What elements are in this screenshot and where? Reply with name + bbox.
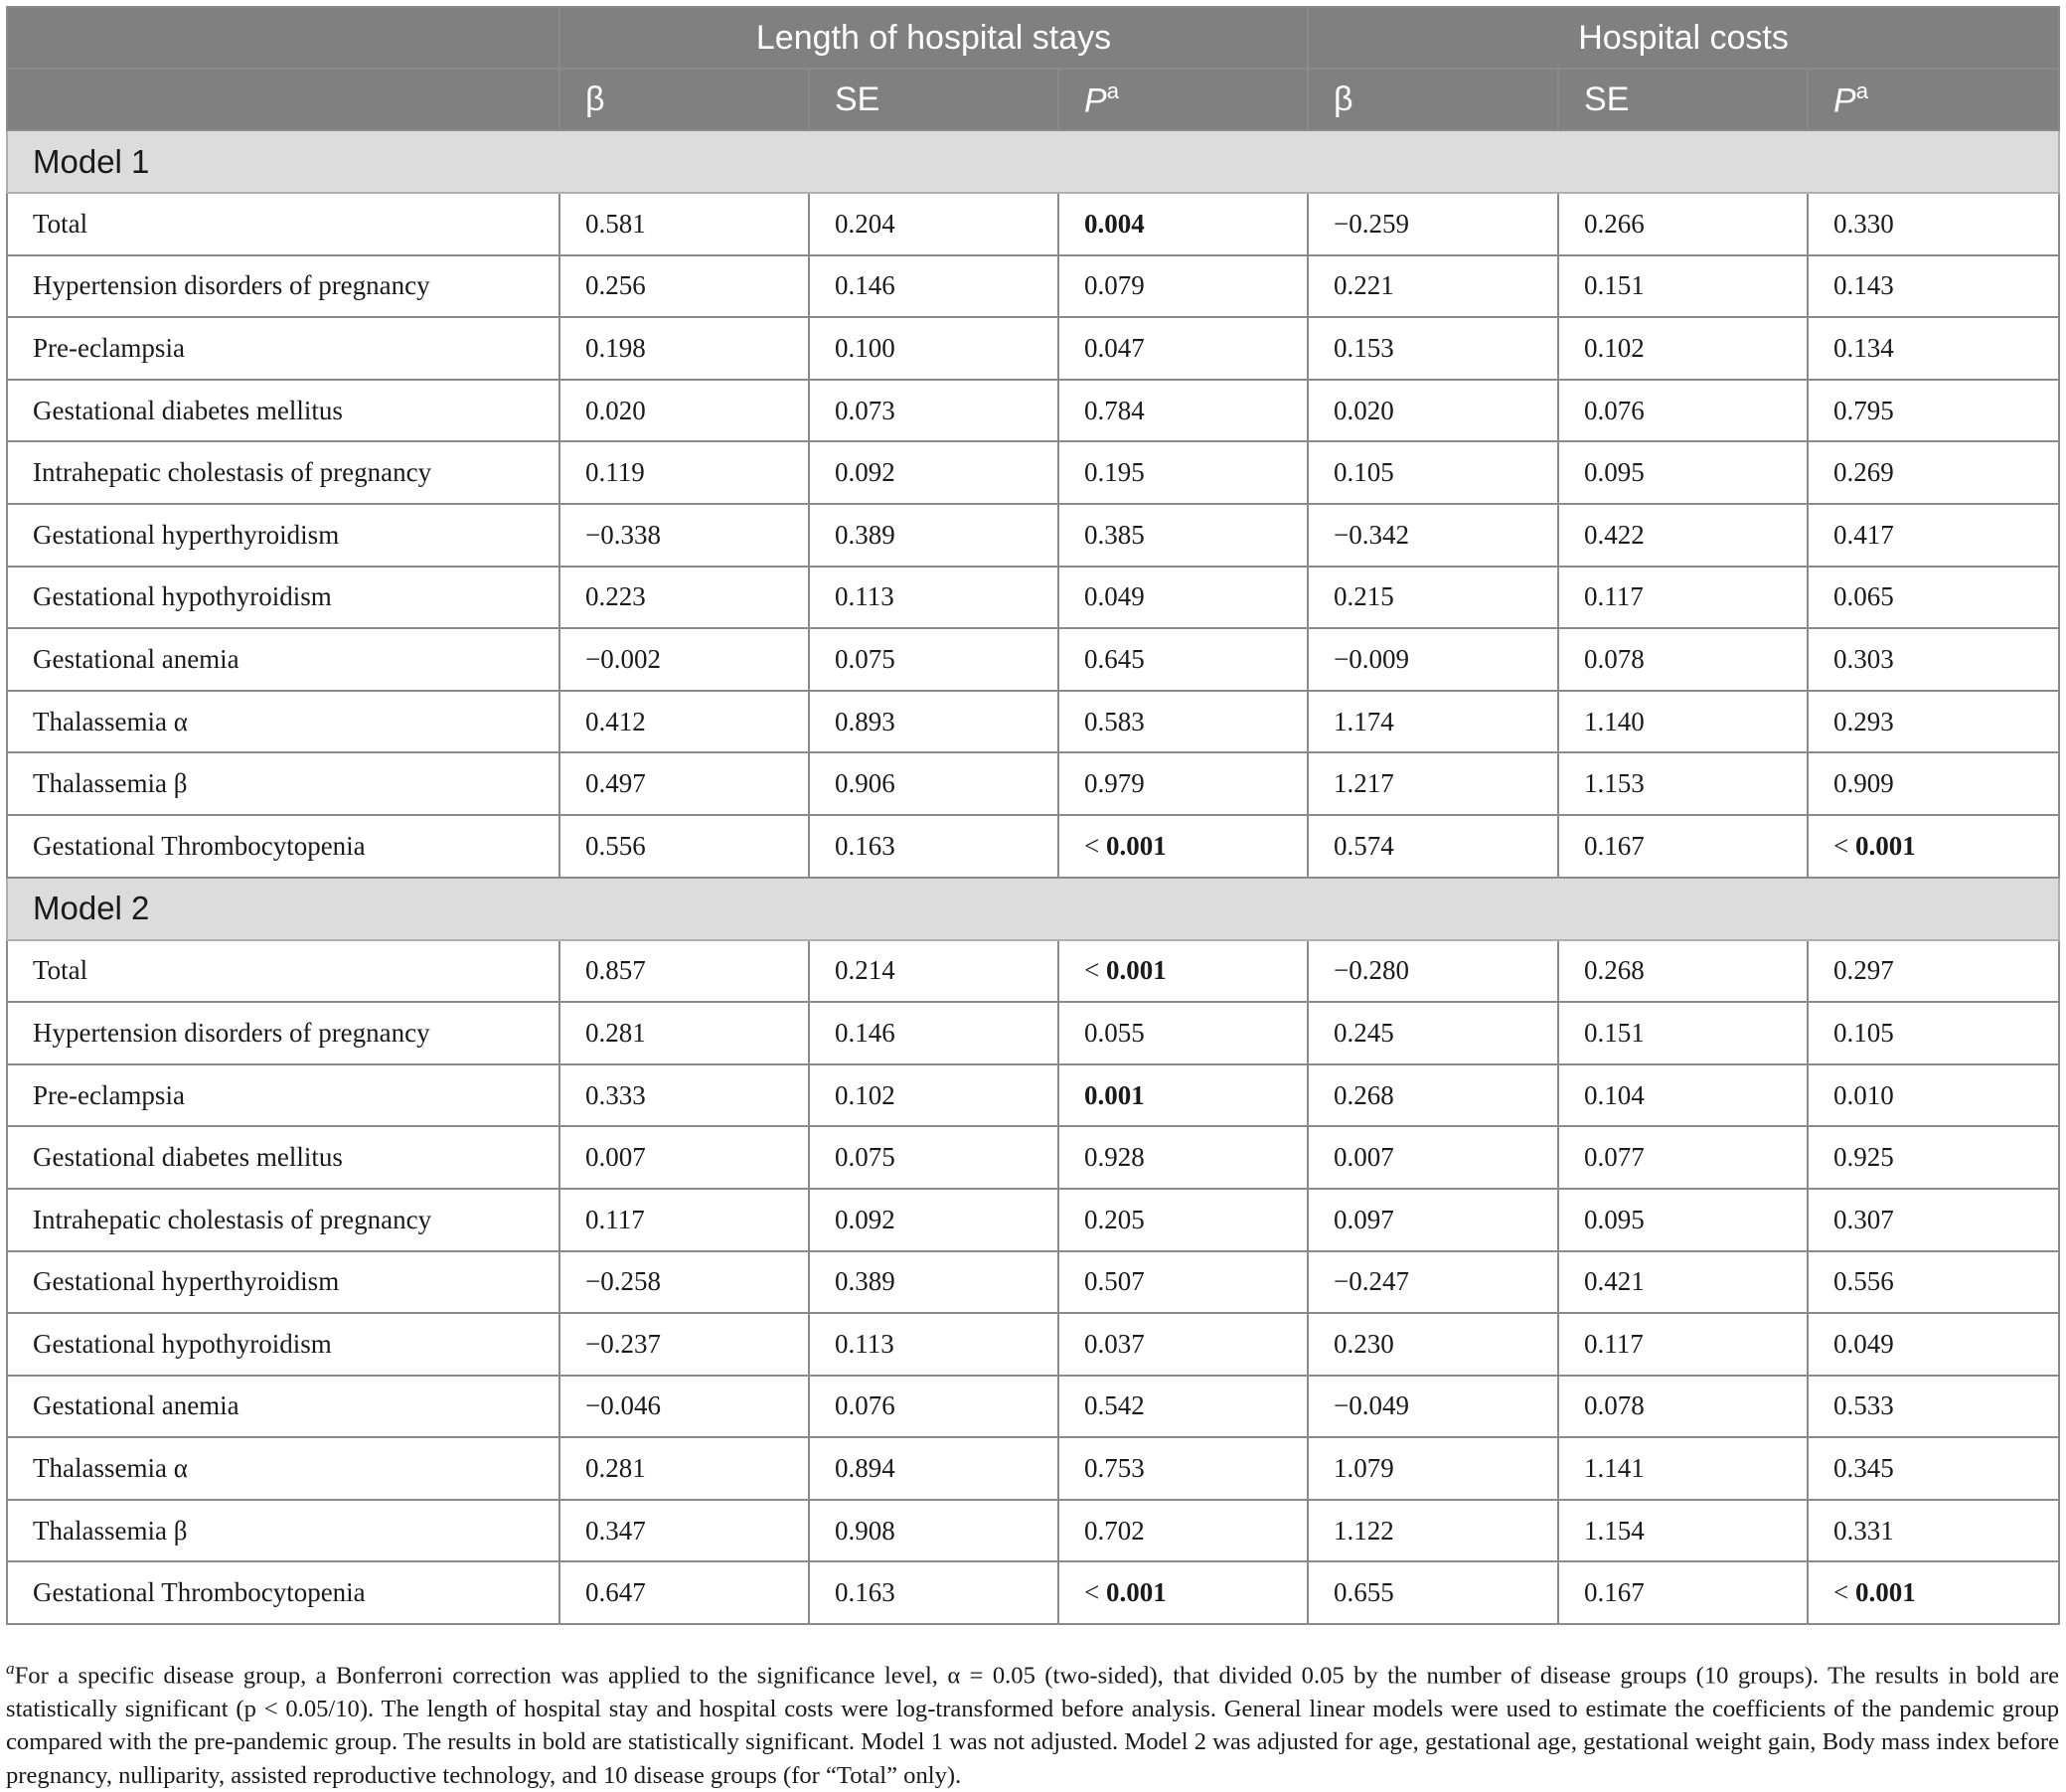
table-row: [7, 1313, 2059, 1376]
table-cell: 0.078: [1558, 628, 1808, 691]
table-cell: 0.204: [809, 193, 1058, 255]
table-cell: 0.205: [1058, 1189, 1308, 1251]
table-cell: 0.753: [1058, 1437, 1308, 1500]
row-label: Gestational diabetes mellitus: [7, 380, 559, 442]
table-cell: 0.330: [1808, 193, 2059, 255]
row-label: Total: [7, 940, 559, 1003]
table-cell: 0.581: [559, 193, 809, 255]
table-cell: 0.010: [1808, 1064, 2059, 1127]
row-label: Thalassemia β: [7, 1500, 559, 1562]
table-cell: 0.556: [1808, 1251, 2059, 1314]
table-cell: 0.331: [1808, 1500, 2059, 1562]
table-cell: 0.049: [1058, 567, 1308, 629]
table-cell: 0.037: [1058, 1313, 1308, 1376]
table-cell: −0.258: [559, 1251, 809, 1314]
table-cell: 0.102: [1558, 317, 1808, 380]
table-cell: 0.105: [1308, 441, 1558, 504]
table-cell: 0.151: [1558, 255, 1808, 318]
table-cell: 0.134: [1808, 317, 2059, 380]
table-cell: 0.389: [809, 1251, 1058, 1314]
table-header: [7, 7, 2059, 130]
table-cell: 0.104: [1558, 1064, 1808, 1127]
table-cell: −0.009: [1308, 628, 1558, 691]
table-cell: 0.113: [809, 567, 1058, 629]
table-cell: 0.143: [1808, 255, 2059, 318]
table-cell: 0.102: [809, 1064, 1058, 1127]
header-group-length-of-stay: Length of hospital stays: [559, 7, 1308, 69]
column-header-se: SE: [809, 69, 1058, 130]
section-row: [7, 878, 2059, 940]
table-cell: 0.077: [1558, 1126, 1808, 1189]
table-cell: 0.092: [809, 1189, 1058, 1251]
table-cell: 0.105: [1808, 1002, 2059, 1064]
table-cell: 0.167: [1558, 1561, 1808, 1624]
table-cell: 0.004: [1058, 193, 1308, 255]
table-cell: 0.389: [809, 504, 1058, 567]
table-cell: 0.893: [809, 691, 1058, 753]
row-label: Thalassemia α: [7, 691, 559, 753]
table-cell: 0.417: [1808, 504, 2059, 567]
table-cell: 0.095: [1558, 1189, 1808, 1251]
p-value: 0.001: [1105, 830, 1167, 861]
table-cell: 0.075: [809, 628, 1058, 691]
table-cell: 0.195: [1058, 441, 1308, 504]
table-row: [7, 380, 2059, 442]
less-than-sign: <: [1084, 830, 1106, 861]
table-cell: 0.293: [1808, 691, 2059, 753]
header-empty-cell: [7, 69, 559, 130]
table-cell: 0.268: [1558, 940, 1808, 1003]
less-than-sign: <: [1833, 830, 1856, 861]
column-header-se: SE: [1558, 69, 1808, 130]
table-row: [7, 1437, 2059, 1500]
table-cell: −0.259: [1308, 193, 1558, 255]
table-cell: 0.230: [1308, 1313, 1558, 1376]
footnote-text: For a specific disease group, a Bonferroni correction was applied to the significance level, α = 0.05 (two-sided), that divided 0.05 by the number of disease groups (10 groups). The results in bold are statistically significant (p < 0.05/10). The length of hospital stay and hospital costs were log-transformed before analysis. General linear models were used to estimate the coefficients of the pandemic group compared with the pre-pandemic group. The results in bold are statistically significant. Model 1 was not adjusted. Model 2 was adjusted for age, gestational age, gestational weight gain, Body mass index before pregnancy, nulliparity, assisted reproductive technology, and 10 disease groups (for “Total” only).: [6, 1662, 2059, 1789]
table-cell: 0.245: [1308, 1002, 1558, 1064]
table-cell: 0.647: [559, 1561, 809, 1624]
header-group-hospital-costs: Hospital costs: [1308, 7, 2059, 69]
table-row: [7, 1251, 2059, 1314]
results-table: [6, 6, 2060, 1625]
p-superscript: a: [1106, 78, 1119, 103]
table-cell: 0.146: [809, 255, 1058, 318]
table-cell: −0.338: [559, 504, 809, 567]
column-header-p: $P^a$: [1058, 69, 1308, 130]
table-cell: 0.100: [809, 317, 1058, 380]
row-label: Intrahepatic cholestasis of pregnancy: [7, 1189, 559, 1251]
table-cell: 0.167: [1558, 815, 1808, 878]
table-cell: 0.795: [1808, 380, 2059, 442]
table-cell: 0.076: [809, 1376, 1058, 1438]
table-cell: 0.281: [559, 1002, 809, 1064]
table-cell: 0.095: [1558, 441, 1808, 504]
table-cell: 0.215: [1308, 567, 1558, 629]
table-cell: 0.079: [1058, 255, 1308, 318]
table-row: [7, 628, 2059, 691]
table-cell: −0.049: [1308, 1376, 1558, 1438]
table-cell: 0.146: [809, 1002, 1058, 1064]
table-cell: 0.928: [1058, 1126, 1308, 1189]
table-cell: 0.256: [559, 255, 809, 318]
table-row: [7, 752, 2059, 815]
table-cell: 0.507: [1058, 1251, 1308, 1314]
table-cell: 0.533: [1808, 1376, 2059, 1438]
table-cell: 0.268: [1308, 1064, 1558, 1127]
section-label: Model 2: [7, 878, 2059, 940]
table-cell: −0.046: [559, 1376, 809, 1438]
table-cell: 0.020: [1308, 380, 1558, 442]
row-label: Gestational hyperthyroidism: [7, 1251, 559, 1314]
table-cell: 0.055: [1058, 1002, 1308, 1064]
table-cell: 0.303: [1808, 628, 2059, 691]
table-cell: 0.269: [1808, 441, 2059, 504]
table-cell: 1.174: [1308, 691, 1558, 753]
table-row: [7, 567, 2059, 629]
table-cell: 0.412: [559, 691, 809, 753]
table-cell: 0.574: [1308, 815, 1558, 878]
table-row: [7, 1126, 2059, 1189]
p-value: 0.001: [1855, 1577, 1916, 1608]
table-cell: 0.117: [1558, 567, 1808, 629]
table-row: [7, 504, 2059, 567]
table-row: [7, 815, 2059, 878]
table-cell: 1.140: [1558, 691, 1808, 753]
table-cell: [1808, 815, 2059, 878]
table-cell: 0.117: [559, 1189, 809, 1251]
table-cell: 0.556: [559, 815, 809, 878]
less-than-sign: <: [1833, 1577, 1856, 1608]
row-label: Gestational diabetes mellitus: [7, 1126, 559, 1189]
table-row: [7, 441, 2059, 504]
row-label: Pre-eclampsia: [7, 317, 559, 380]
table-cell: 0.266: [1558, 193, 1808, 255]
row-label: Thalassemia β: [7, 752, 559, 815]
table-cell: 0.075: [809, 1126, 1058, 1189]
table-cell: [1058, 815, 1308, 878]
table-cell: 0.583: [1058, 691, 1308, 753]
table-cell: 0.049: [1808, 1313, 2059, 1376]
table-cell: 0.047: [1058, 317, 1308, 380]
table-cell: 0.909: [1808, 752, 2059, 815]
table-cell: 0.333: [559, 1064, 809, 1127]
table-cell: 0.198: [559, 317, 809, 380]
header-group-row: [7, 7, 2059, 69]
row-label: Gestational Thrombocytopenia: [7, 815, 559, 878]
table-cell: 0.153: [1308, 317, 1558, 380]
table-cell: 0.655: [1308, 1561, 1558, 1624]
table-row: [7, 1561, 2059, 1624]
table-cell: −0.002: [559, 628, 809, 691]
table-cell: 0.113: [809, 1313, 1058, 1376]
row-label: Gestational anemia: [7, 1376, 559, 1438]
table-cell: 0.076: [1558, 380, 1808, 442]
table-cell: 0.906: [809, 752, 1058, 815]
table-cell: 0.163: [809, 1561, 1058, 1624]
table-cell: 0.497: [559, 752, 809, 815]
table-cell: −0.247: [1308, 1251, 1558, 1314]
row-label: Thalassemia α: [7, 1437, 559, 1500]
table-row: [7, 1064, 2059, 1127]
less-than-sign: <: [1084, 1577, 1106, 1608]
table-row: [7, 691, 2059, 753]
p-superscript: a: [1855, 78, 1869, 103]
table-row: [7, 255, 2059, 318]
table-cell: 0.307: [1808, 1189, 2059, 1251]
row-label: Hypertension disorders of pregnancy: [7, 255, 559, 318]
footnote-marker: a: [6, 1658, 15, 1678]
table-row: [7, 940, 2059, 1003]
row-label: Gestational anemia: [7, 628, 559, 691]
table-cell: 0.065: [1808, 567, 2059, 629]
table-cell: 0.117: [1558, 1313, 1808, 1376]
table-cell: 1.154: [1558, 1500, 1808, 1562]
table-row: [7, 1002, 2059, 1064]
table-cell: 0.097: [1308, 1189, 1558, 1251]
section-row: [7, 130, 2059, 193]
table-cell: 1.153: [1558, 752, 1808, 815]
column-header-p: $P^a$: [1808, 69, 2059, 130]
table-cell: 0.645: [1058, 628, 1308, 691]
table-cell: 0.421: [1558, 1251, 1808, 1314]
table-cell: 0.925: [1808, 1126, 2059, 1189]
row-label: Pre-eclampsia: [7, 1064, 559, 1127]
table-cell: 0.119: [559, 441, 809, 504]
less-than-sign: <: [1084, 955, 1106, 986]
table-row: [7, 317, 2059, 380]
table-cell: 1.079: [1308, 1437, 1558, 1500]
table-cell: 1.217: [1308, 752, 1558, 815]
table-cell: [1058, 940, 1308, 1003]
table-cell: 1.141: [1558, 1437, 1808, 1500]
table-cell: [1808, 1561, 2059, 1624]
table-cell: [1058, 1561, 1308, 1624]
row-label: Gestational Thrombocytopenia: [7, 1561, 559, 1624]
table-cell: 0.908: [809, 1500, 1058, 1562]
table-footnote: [6, 1652, 2059, 1792]
table-cell: −0.342: [1308, 504, 1558, 567]
table-body: [7, 130, 2059, 1624]
table-cell: 0.073: [809, 380, 1058, 442]
table-cell: 0.784: [1058, 380, 1308, 442]
section-label: Model 1: [7, 130, 2059, 193]
row-label: Gestational hyperthyroidism: [7, 504, 559, 567]
table-cell: 0.347: [559, 1500, 809, 1562]
row-label: Gestational hypothyroidism: [7, 1313, 559, 1376]
p-value: 0.001: [1855, 830, 1916, 861]
row-label: Intrahepatic cholestasis of pregnancy: [7, 441, 559, 504]
table-cell: 0.297: [1808, 940, 2059, 1003]
p-value: 0.001: [1105, 955, 1167, 986]
table-cell: 0.281: [559, 1437, 809, 1500]
table-cell: −0.280: [1308, 940, 1558, 1003]
table-row: [7, 1189, 2059, 1251]
table-cell: 0.857: [559, 940, 809, 1003]
table-cell: 0.020: [559, 380, 809, 442]
table-cell: 0.007: [559, 1126, 809, 1189]
table-row: [7, 1500, 2059, 1562]
table-cell: 0.422: [1558, 504, 1808, 567]
table-row: [7, 193, 2059, 255]
table-row: [7, 1376, 2059, 1438]
table-cell: 1.122: [1308, 1500, 1558, 1562]
table-cell: 0.542: [1058, 1376, 1308, 1438]
row-label: Hypertension disorders of pregnancy: [7, 1002, 559, 1064]
table-cell: 0.092: [809, 441, 1058, 504]
table-cell: 0.345: [1808, 1437, 2059, 1500]
table-cell: 0.894: [809, 1437, 1058, 1500]
table-cell: −0.237: [559, 1313, 809, 1376]
table-cell: 0.702: [1058, 1500, 1308, 1562]
table-cell: 0.078: [1558, 1376, 1808, 1438]
table-cell: 0.979: [1058, 752, 1308, 815]
header-empty-cell: [7, 7, 559, 69]
row-label: Gestational hypothyroidism: [7, 567, 559, 629]
table-cell: 0.001: [1058, 1064, 1308, 1127]
table-cell: 0.385: [1058, 504, 1308, 567]
column-header-beta: β: [559, 69, 809, 130]
column-header-beta: β: [1308, 69, 1558, 130]
table-cell: 0.223: [559, 567, 809, 629]
header-column-row: [7, 69, 2059, 130]
table-cell: 0.007: [1308, 1126, 1558, 1189]
table-cell: 0.214: [809, 940, 1058, 1003]
table-cell: 0.151: [1558, 1002, 1808, 1064]
table-cell: 0.163: [809, 815, 1058, 878]
table-cell: 0.221: [1308, 255, 1558, 318]
p-value: 0.001: [1105, 1577, 1167, 1608]
row-label: Total: [7, 193, 559, 255]
